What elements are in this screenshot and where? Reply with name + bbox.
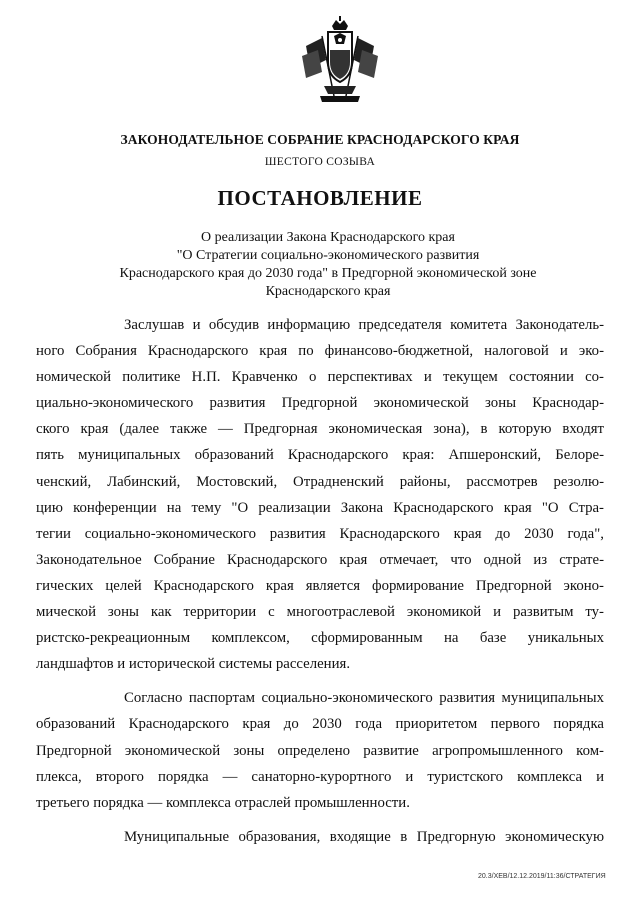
subject-line: "О Стратегии социально-экономического развития <box>176 248 480 263</box>
subject-line: Краснодарского края <box>265 284 391 299</box>
body-line: Согласно паспортам социально-экономического развития муниципальных <box>124 690 604 707</box>
body-line: цию конференции на тему "О реализации Закона Краснодарского края "О Стра- <box>36 499 604 516</box>
body-line: номической политике Н.П. Кравченко о перспективах и текущем состоянии со- <box>36 369 604 386</box>
body-line: плекса, второго порядка — санаторно-курортного и туристского комплекса и <box>36 768 604 785</box>
body-line: мической зоны как территории с многоотраслевой экономикой и развитым ту- <box>36 604 604 621</box>
body-line: ристско-рекреационным комплексом, сформированным на базе уникальных <box>36 630 604 647</box>
organization-title: ЗАКОНОДАТЕЛЬНОЕ СОБРАНИЕ КРАСНОДАРСКОГО КРАЯ <box>120 132 520 147</box>
body-line: циально-экономического развития Предгорной экономической зоны Краснодар- <box>36 395 604 412</box>
document-body <box>36 312 604 850</box>
paragraph-municipalities <box>88 824 604 850</box>
body-line: Предгорной экономической зоны определено развитие агропромышленного ком- <box>36 742 604 759</box>
subject-line: Краснодарского края до 2030 года" в Предгорной экономической зоне <box>119 266 537 281</box>
body-line: ного Собрания Краснодарского края по финансово-бюджетной, налоговой и эко- <box>36 343 604 360</box>
document-type-heading: ПОСТАНОВЛЕНИЕ <box>217 186 423 210</box>
body-line: Законодательное Собрание Краснодарского края отмечает, что одной из страте- <box>36 551 604 568</box>
body-line: образований Краснодарского края до 2030 года приоритетом первого порядка <box>36 716 604 733</box>
body-line: Заслушав и обсудив информацию председателя комитета Законодатель- <box>124 317 604 333</box>
paragraph-hearing <box>36 312 604 677</box>
body-line: ского края (далее также — Предгорная экономическая зона), в которую входят <box>36 421 604 438</box>
document-subject <box>100 229 556 301</box>
convocation-label: ШЕСТОГО СОЗЫВА <box>264 156 376 168</box>
coat-of-arms-emblem <box>300 16 380 104</box>
body-line: гических целей Краснодарского края является формирование Предгорной эконо- <box>36 577 604 594</box>
body-line: Муниципальные образования, входящие в Предгорную экономическую <box>124 828 604 845</box>
body-line: третьего порядка — комплекса отраслей промышленности. <box>36 794 410 811</box>
body-line: пять муниципальных образований Краснодарского края: Апшеронский, Белоре- <box>36 447 604 464</box>
subject-line: О реализации Закона Краснодарского края <box>201 230 455 245</box>
paragraph-priorities <box>36 685 604 815</box>
document-stamp: 20.3/ХЕВ/12.12.2019/11:36/СТРАТЕГИЯ <box>478 873 606 880</box>
body-line: ченский, Лабинский, Мостовский, Отрадненский районы, рассмотрев резолю- <box>36 473 604 490</box>
body-line: тегии социально-экономического развития Краснодарского края до 2030 года", <box>36 525 604 542</box>
body-line: ландшафтов и исторической системы расселения. <box>36 656 351 673</box>
